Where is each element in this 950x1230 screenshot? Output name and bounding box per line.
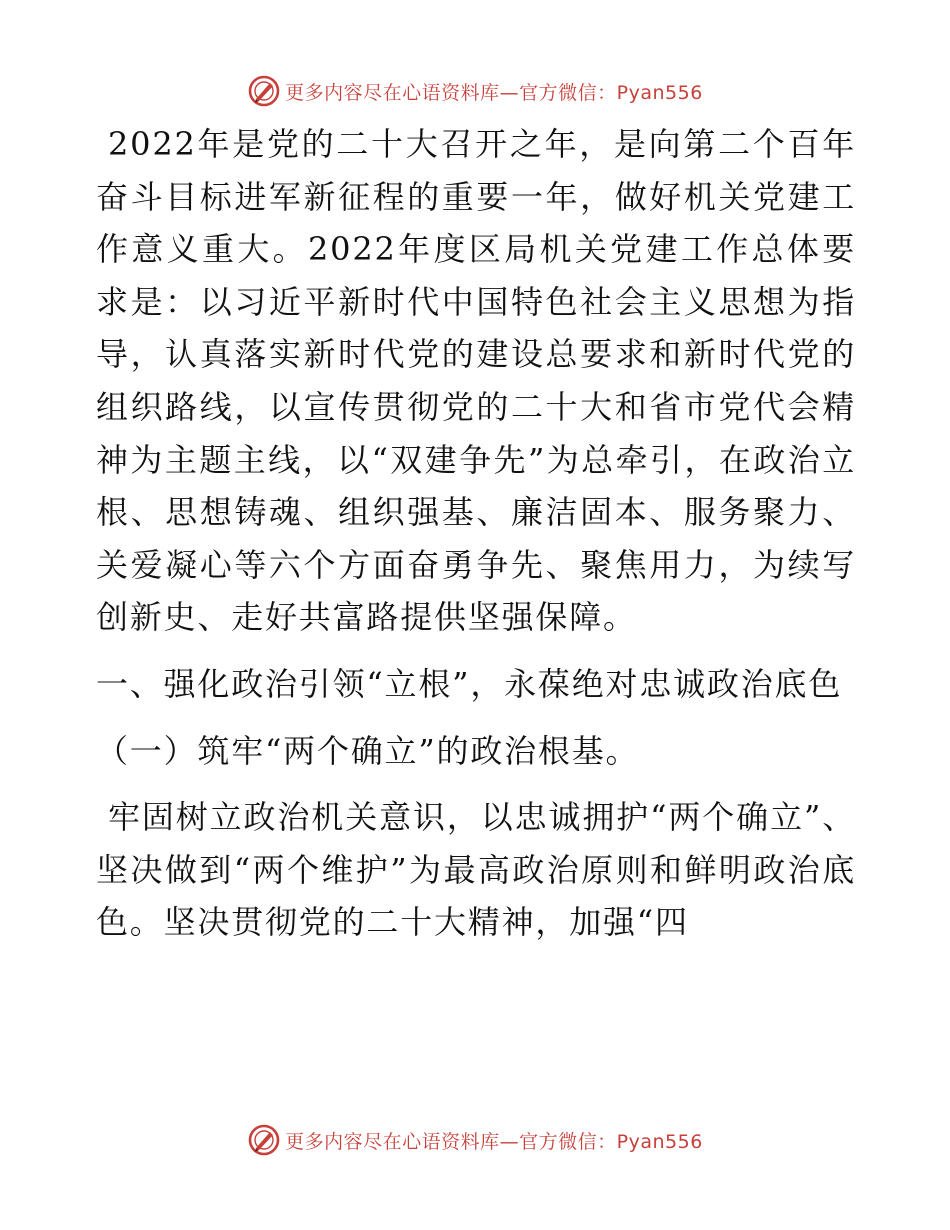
header-watermark (0, 71, 950, 111)
intro-paragraph: 2022年是党的二十大召开之年，是向第二个百年奋斗目标进军新征程的重要一年，做好机关党建工作意义重大。2022年度区局机关党建工作总体要求是：以习近平新时代中国特色社会主义思想为指导，认真落实新时代党的建设总要求和新时代党的组织路线，以宣传贯彻党的二十大和省市党代会精神为主题主线，以“双建争先”为总牵引，在政治立根、思想铸魂、组织强基、廉洁固本、服务聚力、关爱凝心等六个方面奋勇争先、聚焦用力，为续写创新史、走好共富路提供坚强保障。 (96, 125, 856, 637)
pen-circle-logo-icon (247, 1123, 281, 1157)
watermark-text: 更多内容尽在心语资料库—官方微信：Pyan556 (285, 81, 703, 104)
subsection-heading: （一）筑牢“两个确立”的政治根基。 (96, 731, 640, 770)
document-body (96, 118, 856, 949)
section-heading: 一、强化政治引领“立根”，永葆绝对忠诚政治底色 (96, 664, 843, 703)
watermark-text: 更多内容尽在心语资料库—官方微信：Pyan556 (285, 1130, 703, 1153)
footer-watermark (0, 1120, 950, 1160)
body-paragraph: 牢固树立政治机关意识，以忠诚拥护“两个确立”、坚决做到“两个维护”为最高政治原则和鲜明政治底色。坚决贯彻党的二十大精神，加强“四 (96, 798, 856, 942)
pen-circle-logo-icon (247, 74, 281, 108)
